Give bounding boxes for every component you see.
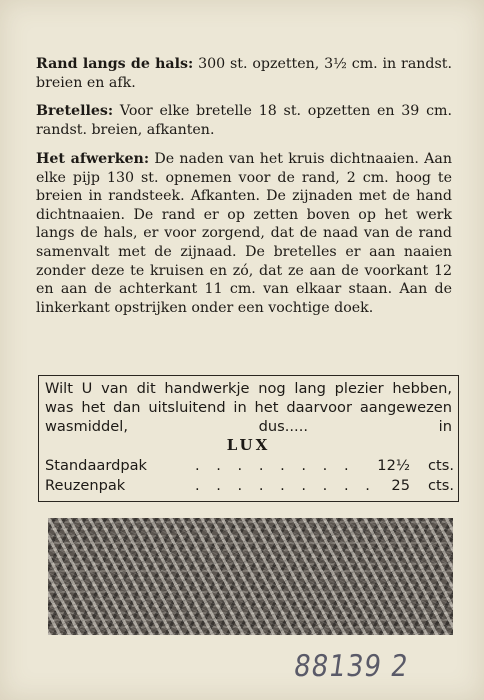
lux-advertisement-box [38, 375, 459, 502]
handwritten-catalog-number: 88139 2 [291, 649, 411, 685]
price-item-name: Standaardpak [45, 457, 147, 474]
paragraph-het-afwerken [36, 150, 452, 317]
price-unit: cts. [428, 457, 454, 474]
paragraph-rand-langs-de-hals [36, 55, 452, 92]
price-row-standaardpak [45, 456, 454, 475]
price-leader-dots: . . . . . . . . . [195, 477, 376, 494]
price-item-name: Reuzenpak [45, 477, 126, 494]
ad-text: Wilt U van dit handwerkje nog lang plezier hebben, was het dan uitsluitend in het daarvoor aangewezen wasmiddel, dus..... in [45, 380, 452, 435]
paragraph-bretelles [36, 102, 452, 139]
price-row-reuzenpak [45, 476, 454, 495]
knitting-stitch-sample-photo [48, 518, 453, 635]
paragraph-heading: Het afwerken: [36, 151, 150, 167]
price-amount: 25 [391, 477, 410, 494]
price-unit: cts. [428, 477, 454, 494]
paragraph-text: Voor elke bretelle 18 st. opzetten en 39 cm. randst. breien, afkanten. [36, 103, 452, 138]
paragraph-text: De naden van het kruis dichtnaaien. Aan elke pijp 130 st. opnemen voor de rand, 2 cm. hoog te breien in randsteek. Afkanten. De zijnaden met de hand dichtnaaien. De rand er op zetten boven op het werk langs de hals, er voor zorgend, dat de naad van de rand samenvalt met de zijnaad. De bretelles er aan naaien zonder deze te kruisen en zó, dat ze aan de voorkant 12 en aan de achterkant 11 cm. van elkaar staan. Aan de linkerkant opstrijken onder een vochtige doek. [36, 151, 452, 316]
price-amount: 12½ [377, 457, 410, 474]
price-leader-dots: . . . . . . . . [195, 457, 355, 474]
paragraph-text: 300 st. opzetten, 3½ cm. in randst. breien en afk. [36, 56, 452, 91]
paragraph-heading: Bretelles: [36, 103, 114, 119]
stitch-texture [48, 518, 453, 635]
paragraph-heading: Rand langs de hals: [36, 56, 194, 72]
ad-brand-name: LUX [226, 436, 271, 454]
